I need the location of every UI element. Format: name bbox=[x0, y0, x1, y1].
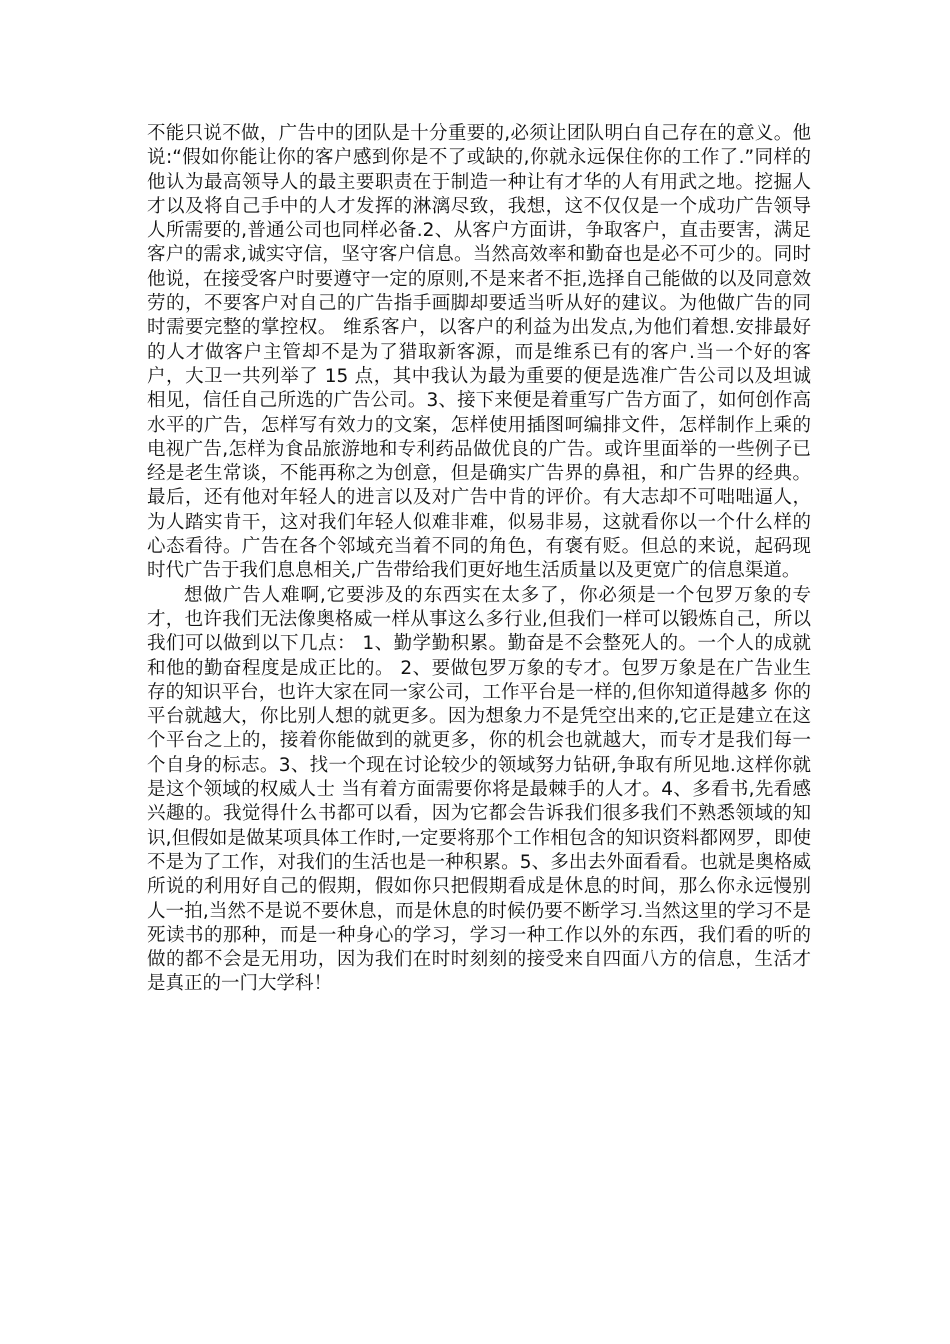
document-body bbox=[147, 122, 811, 997]
paragraph-1: 不能只说不做，广告中的团队是十分重要的,必须让团队明白自己存在的意义。他说:“假如你能让你的客户感到你是不了或缺的,你就永远保住你的工作了.”同样的他认为最高领导人的最主要职责在于制造一种让有才华的人有用武之地。挖掘人才以及将自己手中的人才发挥的淋漓尽致，我想，这不仅仅是一个成功广告领导人所需要的,普通公司也同样必备.2、从客户方面讲，争取客户，直击要害，满足客户的需求,诚实守信，坚守客户信息。当然高效率和勤奋也是必不可少的。同时他说，在接受客户时要遵守一定的原则,不是来者不拒,选择自己能做的以及同意效劳的，不要客户对自己的广告指手画脚却要适当听从好的建议。为他做广告的同时需要完整的掌控权。 维系客户，以客户的利益为出发点,为他们着想.安排最好的人才做客户主管却不是为了猎取新客源，而是维系已有的客户.当一个好的客户，大卫一共列举了 15 点，其中我认为最为重要的便是选准广告公司以及坦诚相见，信任自己所选的广告公司。3、接下来便是着重写广告方面了，如何创作高水平的广告，怎样写有效力的文案，怎样使用插图呵编排文件，怎样制作上乘的电视广告,怎样为食品旅游地和专利药品做优良的广告。或许里面举的一些例子已经是老生常谈，不能再称之为创意，但是确实广告界的鼻祖，和广告界的经典。最后，还有他对年轻人的进言以及对广告中肯的评价。有大志却不可咄咄逼人，为人踏实肯干，这对我们年轻人似难非难，似易非易，这就看你以一个什么样的心态看待。广告在各个邻域充当着不同的角色，有褒有贬。但总的来说，起码现时代广告于我们息息相关,广告带给我们更好地生活质量以及更宽广的信息渠道。 bbox=[147, 123, 811, 582]
paragraph-2: 想做广告人难啊,它要涉及的东西实在太多了，你必须是一个包罗万象的专才，也许我们无法像奥格威一样从事这么多行业,但我们一样可以锻炼自己，所以我们可以做到以下几点： 1、勤学勤积累。勤奋是不会整死人的。一个人的成就和他的勤奋程度是成正比的。 2、要做包罗万象的专才。包罗万象是在广告业生存的知识平台，也许大家在同一家公司，工作平台是一样的,但你知道得越多 你的平台就越大，你比别人想的就更多。因为想象力不是凭空出来的,它正是建立在这个平台之上的，接着你能做到的就更多，你的机会也就越大，而专才是我们每一个自身的标志。3、找一个现在讨论较少的领域努力钻研,争取有所见地.这样你就是这个领域的权威人士 当有着方面需要你将是最棘手的人才。4、多看书,先看感兴趣的。我觉得什么书都可以看，因为它都会告诉我们很多我们不熟悉领域的知识,但假如是做某项具体工作时,一定要将那个工作相包含的知识资料都网罗，即使不是为了工作，对我们的生活也是一种积累。5、多出去外面看看。也就是奥格威所说的利用好自己的假期，假如你只把假期看成是休息的时间，那么你永远慢别人一拍,当然不是说不要休息，而是休息的时候仍要不断学习.当然这里的学习不是死读书的那种，而是一种身心的学习，学习一种工作以外的东西，我们看的听的做的都不会是无用功，因为我们在时时刻刻的接受来自四面八方的信息，生活才是真正的一门大学科！ bbox=[147, 584, 811, 995]
